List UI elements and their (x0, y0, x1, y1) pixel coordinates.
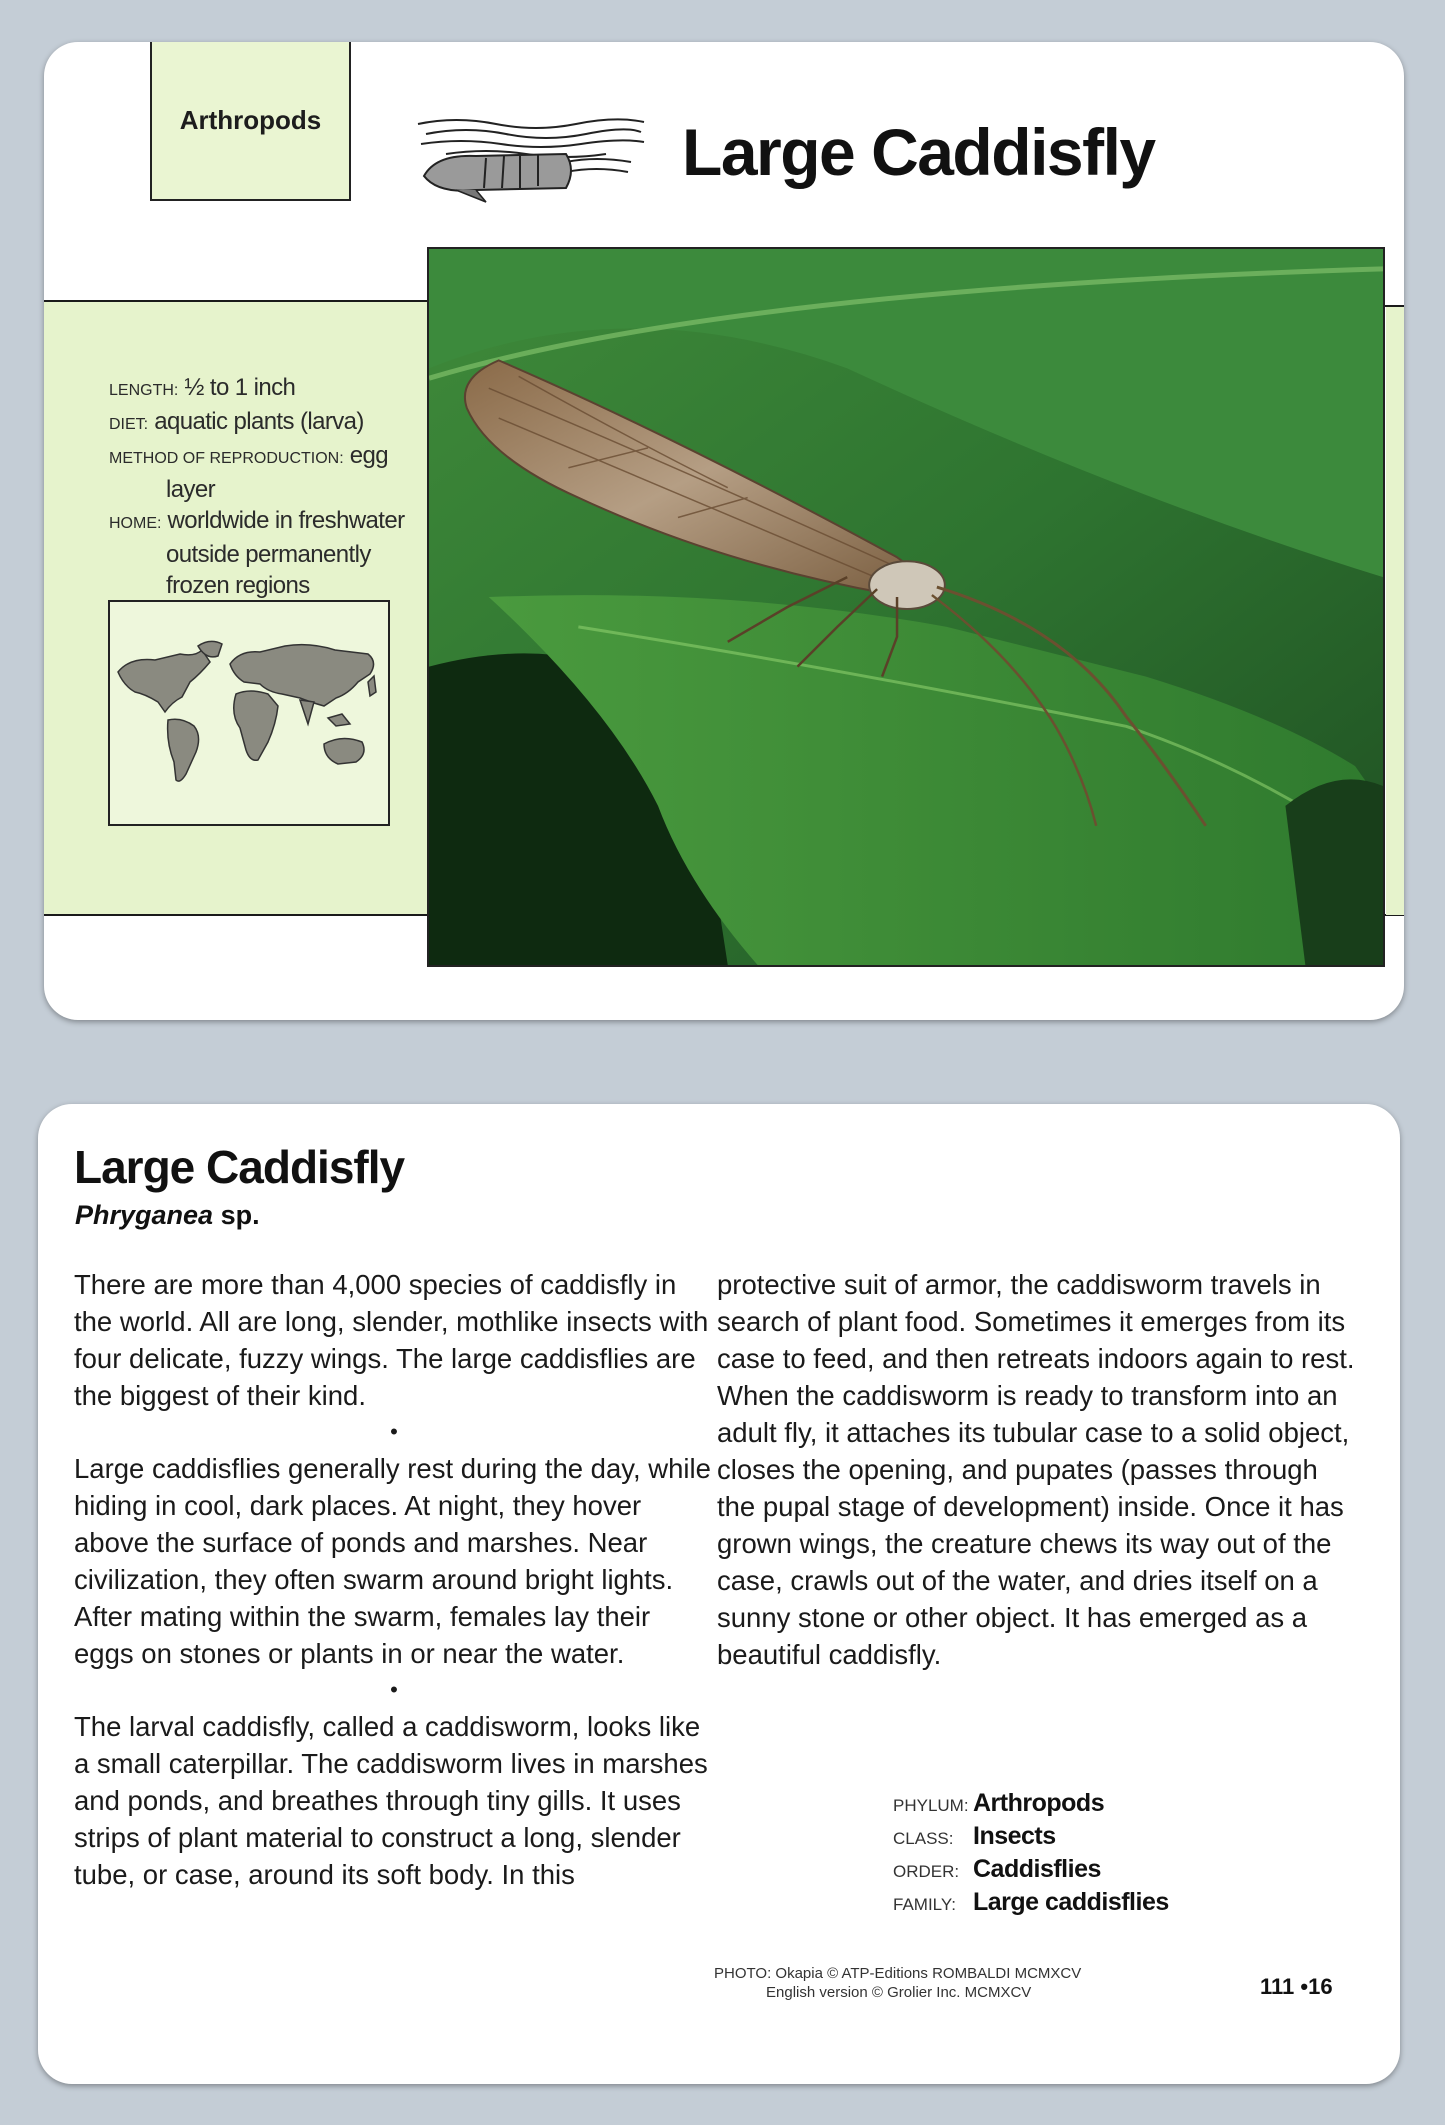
caddisfly-image (429, 249, 1383, 965)
paragraph: The larval caddisfly, called a caddisworm, looks like a small caterpillar. The caddisworm lives in marshes and ponds, and breathes through tiny gills. It uses strips of plant material to construct a long, slender tube, or case, around its soft body. In this (74, 1711, 708, 1890)
paragraph: protective suit of armor, the caddisworm travels in search of plant food. Sometimes it emerges from its case to feed, and then retreats indoors again to rest. When the caddisworm is ready to transform into an adult fly, it attaches its tubular case to a solid object, closes the opening, and pupates (passes through the pupal stage of development) inside. Once it has grown wings, the creature chews its way out of the case, crawls out of the water, and dries itself on a sunny stone or other object. It has emerged as a beautiful caddisfly. (717, 1269, 1355, 1670)
taxonomy-table (893, 1788, 1169, 1920)
world-map (108, 600, 390, 826)
text-column-1 (74, 1266, 714, 1893)
taxonomy-row: ORDER: Caddisflies (893, 1855, 1101, 1883)
fact-reproduction: METHOD OF REPRODUCTION: egg (109, 442, 388, 469)
back-title: Large Caddisfly (74, 1141, 405, 1193)
card-front (44, 42, 1404, 1020)
taxonomy-row: CLASS: Insects (893, 1822, 1056, 1850)
bullet-separator: • (390, 1677, 398, 1702)
fact-list (109, 372, 429, 601)
bullet-separator: • (390, 1419, 398, 1444)
fact-home: HOME: worldwide in freshwater (109, 507, 405, 534)
genus: Phryganea (75, 1200, 214, 1230)
credit-line: English version © Grolier Inc. MCMXCV (766, 1984, 1032, 2001)
fact-home-cont: frozen regions (166, 572, 310, 599)
category-label: Arthropods (150, 42, 351, 201)
world-map-icon (110, 602, 388, 824)
front-title: Large Caddisfly (682, 115, 1155, 189)
info-strip (1386, 307, 1404, 915)
taxonomy-row: PHYLUM: Arthropods (893, 1789, 1105, 1817)
divider (44, 914, 429, 916)
paragraph: Large caddisflies generally rest during the day, while hiding in cool, dark places. At night, they hover above the surface of ponds and marshes. Near civilization, they often swarm around bright lights. After mating within the swarm, females lay their eggs on stones or plants in or near the water. (74, 1453, 711, 1669)
photo-credits (714, 1964, 1081, 2002)
paragraph: There are more than 4,000 species of caddisfly in the world. All are long, slender, mothlike insects with four delicate, fuzzy wings. The large caddisflies are the biggest of their kind. (74, 1269, 709, 1411)
text-column-2 (717, 1266, 1357, 1673)
taxonomy-row: FAMILY: Large caddisflies (893, 1888, 1169, 1916)
fact-home-cont: outside permanently (166, 541, 371, 568)
scientific-name (75, 1200, 260, 1231)
water-habitat-icon (416, 114, 646, 204)
card-back (38, 1104, 1400, 2084)
credit-line: PHOTO: Okapia © ATP-Editions ROMBALDI MCMXCV (714, 1965, 1082, 1982)
fact-diet: DIET: aquatic plants (larva) (109, 408, 364, 435)
fact-length: LENGTH: ½ to 1 inch (109, 374, 296, 401)
card-number: 111 •16 (1260, 1974, 1333, 1999)
caddisfly-photo (427, 247, 1385, 967)
fact-reproduction-cont: layer (166, 476, 216, 503)
species-suffix: sp. (220, 1200, 260, 1230)
